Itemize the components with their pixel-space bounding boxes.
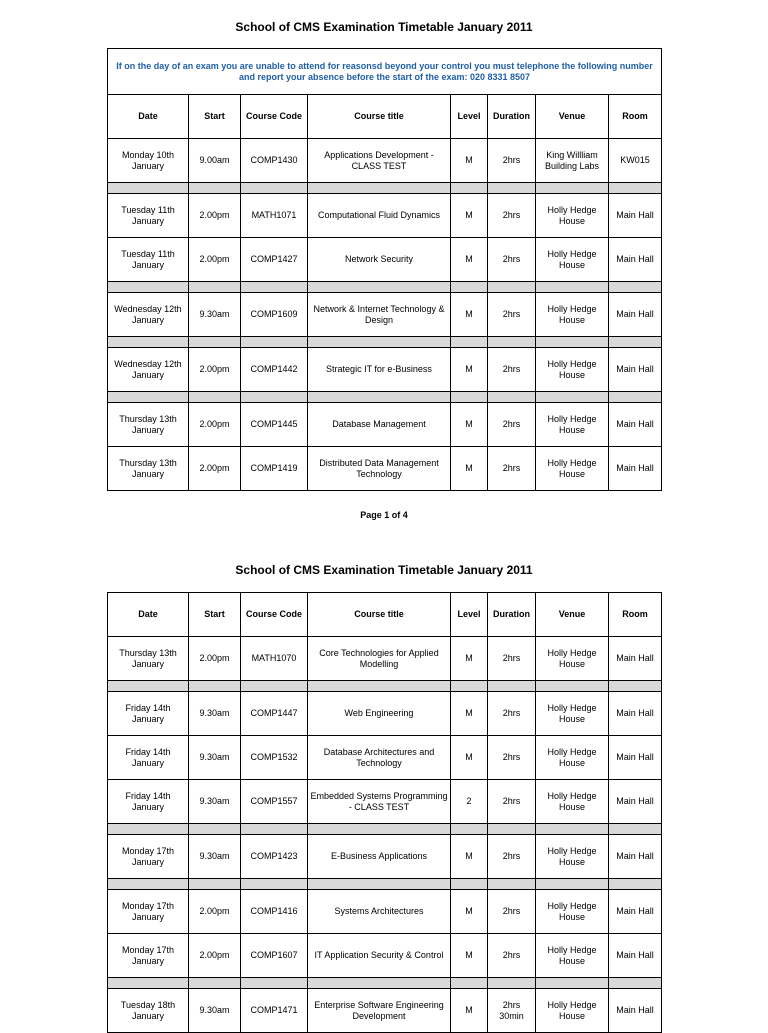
separator-cell	[451, 337, 488, 348]
table-row	[108, 835, 662, 879]
course-code-cell: COMP1419	[241, 447, 308, 491]
date-cell: Monday 10th January	[108, 139, 189, 183]
column-header-start: Start	[189, 95, 241, 139]
course-title-cell: Applications Development - CLASS TEST	[308, 139, 451, 183]
notice-row	[108, 49, 662, 95]
separator-cell	[609, 879, 662, 890]
duration-cell: 2hrs	[488, 835, 536, 879]
separator-cell	[609, 282, 662, 293]
start-cell: 2.00pm	[189, 238, 241, 282]
course-title-cell: Database Architectures and Technology	[308, 736, 451, 780]
duration-cell: 2hrs 30min	[488, 989, 536, 1033]
header-row	[108, 95, 662, 139]
separator-cell	[451, 681, 488, 692]
venue-cell: Holly Hedge House	[536, 637, 609, 681]
course-code-cell: COMP1445	[241, 403, 308, 447]
table-row	[108, 692, 662, 736]
venue-cell: Holly Hedge House	[536, 736, 609, 780]
timetable-body	[108, 139, 662, 491]
separator-cell	[241, 183, 308, 194]
column-header-level: Level	[451, 95, 488, 139]
start-cell: 9.30am	[189, 736, 241, 780]
room-cell: Main Hall	[609, 637, 662, 681]
course-title-cell: E-Business Applications	[308, 835, 451, 879]
separator-cell	[488, 337, 536, 348]
table-row	[108, 447, 662, 491]
duration-cell: 2hrs	[488, 194, 536, 238]
column-header-date: Date	[108, 95, 189, 139]
timetable-body	[108, 637, 662, 1033]
start-cell: 2.00pm	[189, 403, 241, 447]
separator-cell	[189, 183, 241, 194]
table-row	[108, 934, 662, 978]
level-cell: M	[451, 403, 488, 447]
table-row	[108, 194, 662, 238]
page-title: School of CMS Examination Timetable January 2011	[235, 563, 533, 577]
date-cell: Monday 17th January	[108, 934, 189, 978]
timetable-table	[107, 48, 662, 491]
course-title-cell: Core Technologies for Applied Modelling	[308, 637, 451, 681]
table-row	[108, 989, 662, 1033]
column-header-venue: Venue	[536, 95, 609, 139]
room-cell: Main Hall	[609, 403, 662, 447]
level-cell: M	[451, 890, 488, 934]
course-title-cell: Systems Architectures	[308, 890, 451, 934]
separator-cell	[536, 282, 609, 293]
venue-cell: Holly Hedge House	[536, 194, 609, 238]
course-code-cell: COMP1447	[241, 692, 308, 736]
separator-cell	[241, 392, 308, 403]
column-header-title: Course title	[308, 95, 451, 139]
table-row	[108, 293, 662, 337]
separator-cell	[189, 681, 241, 692]
duration-cell: 2hrs	[488, 692, 536, 736]
separator-cell	[241, 879, 308, 890]
separator-row	[108, 824, 662, 835]
course-code-cell: COMP1609	[241, 293, 308, 337]
venue-cell: Holly Hedge House	[536, 403, 609, 447]
course-title-cell: Computational Fluid Dynamics	[308, 194, 451, 238]
room-cell: Main Hall	[609, 989, 662, 1033]
venue-cell: Holly Hedge House	[536, 447, 609, 491]
room-cell: Main Hall	[609, 238, 662, 282]
date-cell: Thursday 13th January	[108, 403, 189, 447]
start-cell: 9.30am	[189, 989, 241, 1033]
level-cell: M	[451, 238, 488, 282]
table-row	[108, 890, 662, 934]
duration-cell: 2hrs	[488, 447, 536, 491]
date-cell: Friday 14th January	[108, 736, 189, 780]
column-header-room: Room	[609, 593, 662, 637]
table-row	[108, 780, 662, 824]
separator-cell	[451, 282, 488, 293]
course-title-cell: IT Application Security & Control	[308, 934, 451, 978]
header-row	[108, 593, 662, 637]
date-cell: Wednesday 12th January	[108, 293, 189, 337]
separator-cell	[488, 879, 536, 890]
date-cell: Thursday 13th January	[108, 447, 189, 491]
date-cell: Friday 14th January	[108, 692, 189, 736]
separator-cell	[488, 392, 536, 403]
column-header-code: Course Code	[241, 95, 308, 139]
column-header-code: Course Code	[241, 593, 308, 637]
venue-cell: Holly Hedge House	[536, 835, 609, 879]
column-header-start: Start	[189, 593, 241, 637]
level-cell: M	[451, 637, 488, 681]
table-row	[108, 736, 662, 780]
separator-cell	[609, 337, 662, 348]
separator-row	[108, 681, 662, 692]
course-title-cell: Network & Internet Technology & Design	[308, 293, 451, 337]
room-cell: Main Hall	[609, 293, 662, 337]
venue-cell: Holly Hedge House	[536, 293, 609, 337]
venue-cell: Holly Hedge House	[536, 934, 609, 978]
separator-row	[108, 879, 662, 890]
separator-cell	[241, 282, 308, 293]
column-header-level: Level	[451, 593, 488, 637]
separator-cell	[308, 824, 451, 835]
column-header-title: Course title	[308, 593, 451, 637]
table-row	[108, 403, 662, 447]
duration-cell: 2hrs	[488, 403, 536, 447]
room-cell: Main Hall	[609, 692, 662, 736]
course-code-cell: COMP1532	[241, 736, 308, 780]
separator-cell	[536, 183, 609, 194]
absence-notice: If on the day of an exam you are unable to attend for reasonsd beyond your control you must telephone the following number and report your absence before the start of the exam: 020 8331 8507	[108, 49, 662, 95]
room-cell: Main Hall	[609, 194, 662, 238]
date-cell: Tuesday 11th January	[108, 194, 189, 238]
date-cell: Tuesday 11th January	[108, 238, 189, 282]
separator-cell	[189, 337, 241, 348]
level-cell: M	[451, 348, 488, 392]
course-code-cell: MATH1070	[241, 637, 308, 681]
separator-cell	[536, 337, 609, 348]
duration-cell: 2hrs	[488, 293, 536, 337]
course-title-cell: Database Management	[308, 403, 451, 447]
separator-row	[108, 392, 662, 403]
separator-cell	[308, 978, 451, 989]
start-cell: 2.00pm	[189, 890, 241, 934]
venue-cell: Holly Hedge House	[536, 692, 609, 736]
course-code-cell: COMP1423	[241, 835, 308, 879]
venue-cell: Holly Hedge House	[536, 989, 609, 1033]
room-cell: Main Hall	[609, 736, 662, 780]
table-row	[108, 139, 662, 183]
course-code-cell: COMP1607	[241, 934, 308, 978]
duration-cell: 2hrs	[488, 890, 536, 934]
separator-cell	[189, 879, 241, 890]
course-code-cell: MATH1071	[241, 194, 308, 238]
start-cell: 2.00pm	[189, 637, 241, 681]
separator-cell	[451, 183, 488, 194]
separator-cell	[536, 392, 609, 403]
separator-cell	[488, 978, 536, 989]
column-header-room: Room	[609, 95, 662, 139]
separator-row	[108, 183, 662, 194]
date-cell: Tuesday 18th January	[108, 989, 189, 1033]
separator-cell	[451, 392, 488, 403]
start-cell: 9.00am	[189, 139, 241, 183]
separator-cell	[108, 337, 189, 348]
level-cell: M	[451, 989, 488, 1033]
separator-cell	[308, 681, 451, 692]
course-code-cell: COMP1430	[241, 139, 308, 183]
separator-cell	[609, 392, 662, 403]
separator-cell	[308, 337, 451, 348]
course-code-cell: COMP1557	[241, 780, 308, 824]
course-title-cell: Embedded Systems Programming - CLASS TEST	[308, 780, 451, 824]
start-cell: 2.00pm	[189, 194, 241, 238]
separator-cell	[609, 824, 662, 835]
level-cell: M	[451, 293, 488, 337]
course-title-cell: Strategic IT for e-Business	[308, 348, 451, 392]
duration-cell: 2hrs	[488, 637, 536, 681]
page-number: Page 1 of 4	[360, 510, 408, 520]
separator-cell	[108, 879, 189, 890]
separator-cell	[451, 824, 488, 835]
table-row	[108, 348, 662, 392]
room-cell: Main Hall	[609, 835, 662, 879]
separator-cell	[609, 183, 662, 194]
separator-cell	[536, 681, 609, 692]
course-title-cell: Web Engineering	[308, 692, 451, 736]
duration-cell: 2hrs	[488, 238, 536, 282]
date-cell: Friday 14th January	[108, 780, 189, 824]
course-title-cell: Distributed Data Management Technology	[308, 447, 451, 491]
separator-row	[108, 337, 662, 348]
separator-row	[108, 978, 662, 989]
separator-cell	[536, 879, 609, 890]
separator-cell	[609, 978, 662, 989]
room-cell: Main Hall	[609, 934, 662, 978]
column-header-venue: Venue	[536, 593, 609, 637]
start-cell: 2.00pm	[189, 934, 241, 978]
separator-cell	[488, 183, 536, 194]
level-cell: M	[451, 139, 488, 183]
separator-cell	[488, 282, 536, 293]
date-cell: Thursday 13th January	[108, 637, 189, 681]
room-cell: Main Hall	[609, 348, 662, 392]
separator-cell	[451, 978, 488, 989]
separator-cell	[308, 183, 451, 194]
room-cell: Main Hall	[609, 447, 662, 491]
separator-row	[108, 282, 662, 293]
room-cell: KW015	[609, 139, 662, 183]
separator-cell	[108, 392, 189, 403]
separator-cell	[488, 681, 536, 692]
separator-cell	[189, 392, 241, 403]
separator-cell	[241, 337, 308, 348]
separator-cell	[108, 282, 189, 293]
date-cell: Monday 17th January	[108, 835, 189, 879]
duration-cell: 2hrs	[488, 348, 536, 392]
page-title: School of CMS Examination Timetable January 2011	[235, 20, 533, 34]
level-cell: M	[451, 692, 488, 736]
room-cell: Main Hall	[609, 780, 662, 824]
course-title-cell: Enterprise Software Engineering Development	[308, 989, 451, 1033]
column-header-duration: Duration	[488, 95, 536, 139]
start-cell: 9.30am	[189, 780, 241, 824]
date-cell: Monday 17th January	[108, 890, 189, 934]
separator-cell	[308, 282, 451, 293]
separator-cell	[609, 681, 662, 692]
course-code-cell: COMP1416	[241, 890, 308, 934]
table-row	[108, 637, 662, 681]
venue-cell: Holly Hedge House	[536, 348, 609, 392]
separator-cell	[536, 824, 609, 835]
venue-cell: King Willliam Building Labs	[536, 139, 609, 183]
start-cell: 9.30am	[189, 835, 241, 879]
separator-cell	[451, 879, 488, 890]
separator-cell	[189, 978, 241, 989]
venue-cell: Holly Hedge House	[536, 890, 609, 934]
level-cell: M	[451, 736, 488, 780]
timetable-table	[107, 592, 662, 1033]
separator-cell	[108, 681, 189, 692]
course-title-cell: Network Security	[308, 238, 451, 282]
course-code-cell: COMP1427	[241, 238, 308, 282]
duration-cell: 2hrs	[488, 736, 536, 780]
duration-cell: 2hrs	[488, 780, 536, 824]
venue-cell: Holly Hedge House	[536, 780, 609, 824]
start-cell: 9.30am	[189, 293, 241, 337]
start-cell: 9.30am	[189, 692, 241, 736]
table-row	[108, 238, 662, 282]
separator-cell	[108, 183, 189, 194]
separator-cell	[308, 879, 451, 890]
level-cell: M	[451, 447, 488, 491]
level-cell: 2	[451, 780, 488, 824]
date-cell: Wednesday 12th January	[108, 348, 189, 392]
room-cell: Main Hall	[609, 890, 662, 934]
separator-cell	[189, 282, 241, 293]
start-cell: 2.00pm	[189, 348, 241, 392]
column-header-date: Date	[108, 593, 189, 637]
level-cell: M	[451, 194, 488, 238]
separator-cell	[241, 978, 308, 989]
level-cell: M	[451, 934, 488, 978]
separator-cell	[108, 824, 189, 835]
duration-cell: 2hrs	[488, 934, 536, 978]
duration-cell: 2hrs	[488, 139, 536, 183]
venue-cell: Holly Hedge House	[536, 238, 609, 282]
separator-cell	[241, 681, 308, 692]
course-code-cell: COMP1471	[241, 989, 308, 1033]
level-cell: M	[451, 835, 488, 879]
separator-cell	[536, 978, 609, 989]
separator-cell	[488, 824, 536, 835]
separator-cell	[189, 824, 241, 835]
separator-cell	[108, 978, 189, 989]
separator-cell	[308, 392, 451, 403]
start-cell: 2.00pm	[189, 447, 241, 491]
course-code-cell: COMP1442	[241, 348, 308, 392]
column-header-duration: Duration	[488, 593, 536, 637]
separator-cell	[241, 824, 308, 835]
